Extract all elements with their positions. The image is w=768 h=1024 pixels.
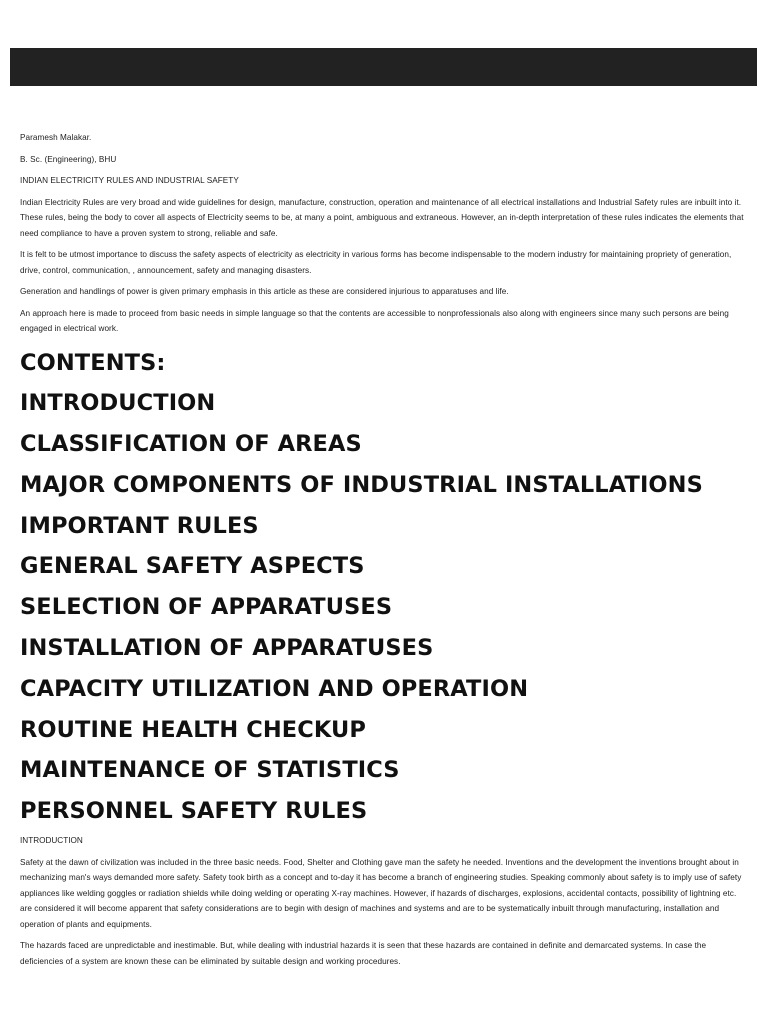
toc-item-maintenance-of-statistics: MAINTENANCE OF STATISTICS bbox=[20, 757, 400, 784]
intro-paragraph: Indian Electricity Rules are very broad and wide guidelines for design, manufacture, construction, operation and maintenance of all electrical installations and Industrial Safety rules are inbuilt into it. These rules, being the body to cover all aspects of Electricity seems to be, at many a point, ambiguous and extraneous. However, an in-depth interpretation of these rules indicates the elements that need compliance to have a proven system to strong, reliable and safe. bbox=[20, 197, 744, 238]
author-name: Paramesh Malakar. bbox=[20, 133, 92, 142]
intro-paragraph: An approach here is made to proceed from basic needs in simple language so that the contents are accessible to nonprofessionals also along with engineers since many such persons are being engaged in electrical work. bbox=[20, 308, 729, 333]
introduction-paragraph: The hazards faced are unpredictable and inestimable. But, while dealing with industrial hazards it is seen that these hazards are contained in definite and demarcated systems. In case the deficiencies of a system are known these can be eliminated by suitable design and working procedures. bbox=[20, 941, 707, 966]
intro-paragraph: It is felt to be utmost importance to discuss the safety aspects of electricity as electricity in various forms has become indispensable to the modern industry for maintaining propriety of generation, drive, control, communication, , announcement, safety and managing disasters. bbox=[20, 250, 732, 275]
toc-item-routine-health-checkup: ROUTINE HEALTH CHECKUP bbox=[20, 716, 366, 743]
toc-item-important-rules: IMPORTANT RULES bbox=[20, 512, 259, 539]
toc-item-capacity-utilization: CAPACITY UTILIZATION AND OPERATION bbox=[20, 675, 529, 702]
document-body bbox=[20, 130, 748, 975]
introduction-paragraph: Safety at the dawn of civilization was included in the three basic needs. Food, Shelter and Clothing gave man the safety he needed. Inventions and the development the inventions brought about in mechanizing man's ways demanded more safety. Safety took birth as a concept and to-day it has become a branch of engineering studies. Speaking commonly about safety is to imply use of safety appliances like welding goggles or radiation shields while doing welding or operating X-ray machines. However, if hazards of discharges, explosions, accidental contacts, possibility of lightning etc. are considered it will become apparent that safety considerations are to begin with design of machines and systems and are to be systematically inbuilt through manufacturing, installation and operation of plants and equipments. bbox=[20, 857, 742, 929]
toc-item-classification-of-areas: CLASSIFICATION OF AREAS bbox=[20, 431, 362, 458]
author-degree: B. Sc. (Engineering), BHU bbox=[20, 154, 117, 164]
introduction-section-label: INTRODUCTION bbox=[20, 836, 83, 846]
toc-item-major-components: MAJOR COMPONENTS OF INDUSTRIAL INSTALLATIONS bbox=[20, 471, 703, 498]
toc-item-introduction: INTRODUCTION bbox=[20, 390, 216, 417]
toc-item-selection-of-apparatuses: SELECTION OF APPARATUSES bbox=[20, 594, 393, 621]
toc-item-personnel-safety-rules: PERSONNEL SAFETY RULES bbox=[20, 798, 368, 825]
intro-paragraph: Generation and handlings of power is given primary emphasis in this article as these are considered injurious to apparatuses and life. bbox=[20, 287, 509, 296]
contents-heading: CONTENTS: bbox=[20, 349, 166, 376]
top-toolbar-bar bbox=[10, 48, 757, 86]
toc-item-general-safety-aspects: GENERAL SAFETY ASPECTS bbox=[20, 553, 365, 580]
toc-item-installation-of-apparatuses: INSTALLATION OF APPARATUSES bbox=[20, 635, 434, 662]
table-of-contents bbox=[20, 383, 748, 832]
article-title: INDIAN ELECTRICITY RULES AND INDUSTRIAL SAFETY bbox=[20, 176, 239, 185]
